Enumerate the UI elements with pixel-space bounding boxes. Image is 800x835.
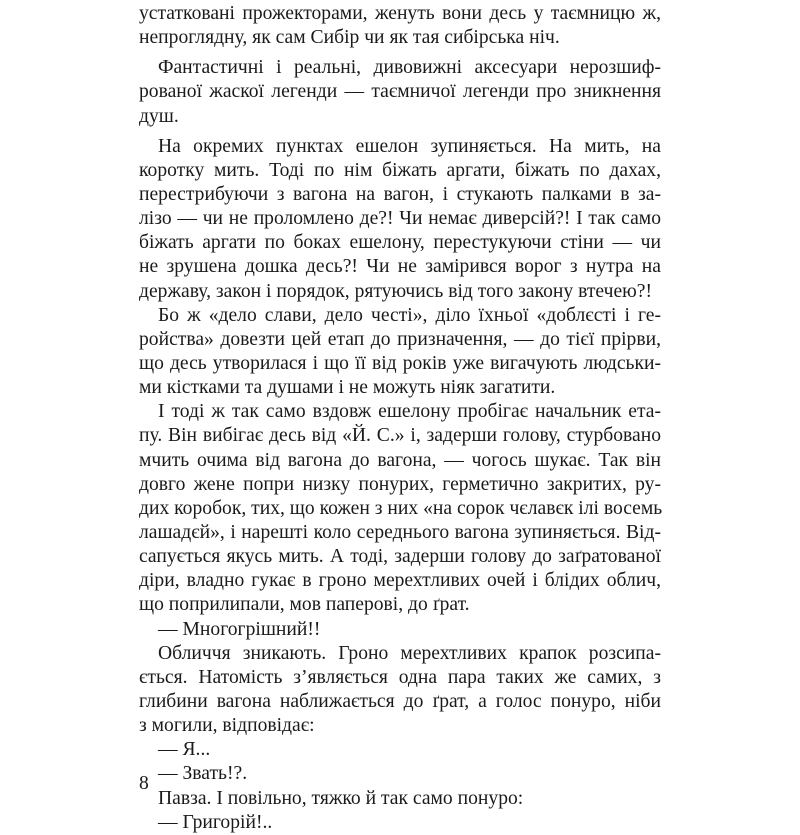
text-line: лашадєй», і нарешті коло середнього вагона зупиняється. Від- — [139, 521, 661, 543]
text-line: ройства» довезти цей етап до призначення, — до тієї прірви, — [139, 328, 661, 350]
text-line: — Григорій!.. — [158, 811, 273, 833]
text-line: лізо — чи не проломлено де?! Чи немає диверсій?! І так само — [139, 208, 661, 230]
text-line: Обличчя зникають. Гроно мерехтливих крапок розсипа- — [158, 642, 661, 664]
page-number: 8 — [139, 773, 149, 794]
text-line: Бо ж «дело слави, дело честі», діло їхньої «доблєсті і ге- — [158, 304, 661, 326]
text-line: Павза. І повільно, тяжко й так само понуро: — [158, 787, 524, 809]
text-line: ється. Натомість з’являється одна пара таких же самих, з — [139, 666, 661, 688]
text-line: сапується якусь мить. А тоді, задерши голову до заґратованої — [139, 546, 661, 568]
text-line: біжать аргати по боках ешелону, перестукуючи стіни — чи — [139, 232, 661, 254]
text-line: дих коробок, тих, що кожен з них «на сорок чєлавєк ілі восемь — [139, 497, 663, 519]
text-line: мчить очима від вагона до вагона, — чогось шукає. Так він — [139, 449, 661, 471]
text-line: діри, владно гукає в гроно мерехтливих очей і блідих облич, — [139, 570, 661, 592]
text-line: пу. Він вибігає десь від «Й. С.» і, задерши голову, стурбовано — [139, 425, 661, 447]
text-line: ми кістками та душами і не можуть ніяк загатити. — [139, 377, 556, 399]
text-line: непроглядну, як сам Сибір чи як тая сибірська ніч. — [139, 27, 560, 49]
text-line: — Звать!?. — [158, 763, 248, 785]
text-line: І тоді ж так само вздовж ешелону пробігає начальник ета- — [158, 401, 661, 423]
text-line: що поприлипали, мов паперові, до ґрат. — [139, 594, 470, 616]
text-line: — Я... — [158, 739, 211, 761]
text-line: глибини вагона наближається до ґрат, а голос понуро, ніби — [139, 690, 661, 712]
text-line: коротку мить. Тоді по нім біжать аргати, біжать по дахах, — [139, 159, 661, 181]
body-text — [139, 2, 661, 835]
text-line: — Многогрішний!! — [158, 618, 321, 640]
text-line: перестрибуючи з вагона на вагон, і стукають палками в за- — [139, 183, 661, 205]
text-line: довго жене попри низку понурих, герметично закритих, ру- — [139, 473, 661, 495]
text-line: На окремих пунктах ешелон зупиняється. На мить, на — [158, 135, 661, 157]
text-line: рованої жаскої легенди — таємничої легенди про зникнення — [139, 81, 661, 103]
text-line: державу, закон і порядок, рятуючись від того закону втечею?! — [139, 280, 653, 302]
text-line: з могили, відповідає: — [139, 715, 315, 737]
text-line: що десь утворилася і що її від років уже вигачують людськи- — [139, 352, 661, 374]
text-line: душ. — [139, 105, 179, 127]
text-line: не зрушена дошка десь?! Чи не замірився ворог з нутра на — [139, 256, 661, 278]
text-line: Фантастичні і реальні, дивовижні аксесуари нерозшиф- — [158, 57, 661, 79]
text-line: устаткованi прожекторами, женуть вони десь у таємницю ж, — [139, 3, 661, 24]
